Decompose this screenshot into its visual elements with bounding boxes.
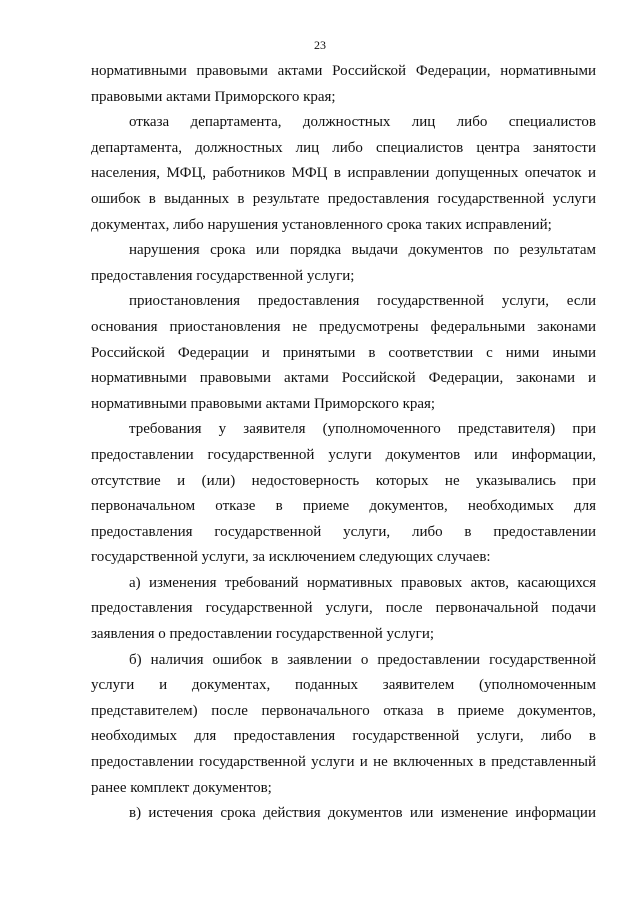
paragraph-item-b: б) наличия ошибок в заявлении о предоставлении государственной услуги и документах, поданных заявителем (уполномоченным представителем) после первоначального отказа в приеме документов, необходимых для предоставления государственной услуги, либо в предоставлении государственной услуги и не включенных в представленный ранее комплект документов; [91, 651, 596, 796]
paragraph-continuation: нормативными правовыми актами Российской Федерации, нормативными правовыми актами Приморского края; [91, 63, 596, 105]
page-number: 23 [314, 38, 326, 52]
paragraph-item-a: а) изменения требований нормативных правовых актов, касающихся предоставления государственной услуги, после первоначальной подачи заявления о предоставлении государственной услуги; [91, 574, 596, 643]
document-body [91, 59, 596, 827]
paragraph-document-requirement: требования у заявителя (уполномоченного представителя) при предоставлении государственной услуги документов или информации, отсутствие и (или) недостоверность которых не указывались при первоначальном отказе в приеме документов, необходимых для предоставления государственной услуги, либо в предоставлении государственной услуги, за исключением следующих случаев: [91, 421, 596, 566]
paragraph-suspension: приостановления предоставления государственной услуги, если основания приостановления не предусмотрены федеральными законами Российской Федерации и принятыми в соответствии с ними иными нормативными правовыми актами Российской Федерации, законами и нормативными правовыми актами Приморского края; [91, 293, 596, 412]
paragraph-item-v: в) истечения срока действия документов или изменение информации [129, 805, 596, 822]
paragraph-issuance-violation: нарушения срока или порядка выдачи документов по результатам предоставления государственной услуги; [91, 242, 596, 284]
paragraph-correction-refusal: отказа департамента, должностных лиц либо специалистов департамента, должностных лиц либо специалистов центра занятости населения, МФЦ, работников МФЦ в исправлении допущенных опечаток и ошибок в выданных в результате предоставления государственной услуги документах, либо нарушения установленного срока таких исправлений; [91, 114, 596, 233]
